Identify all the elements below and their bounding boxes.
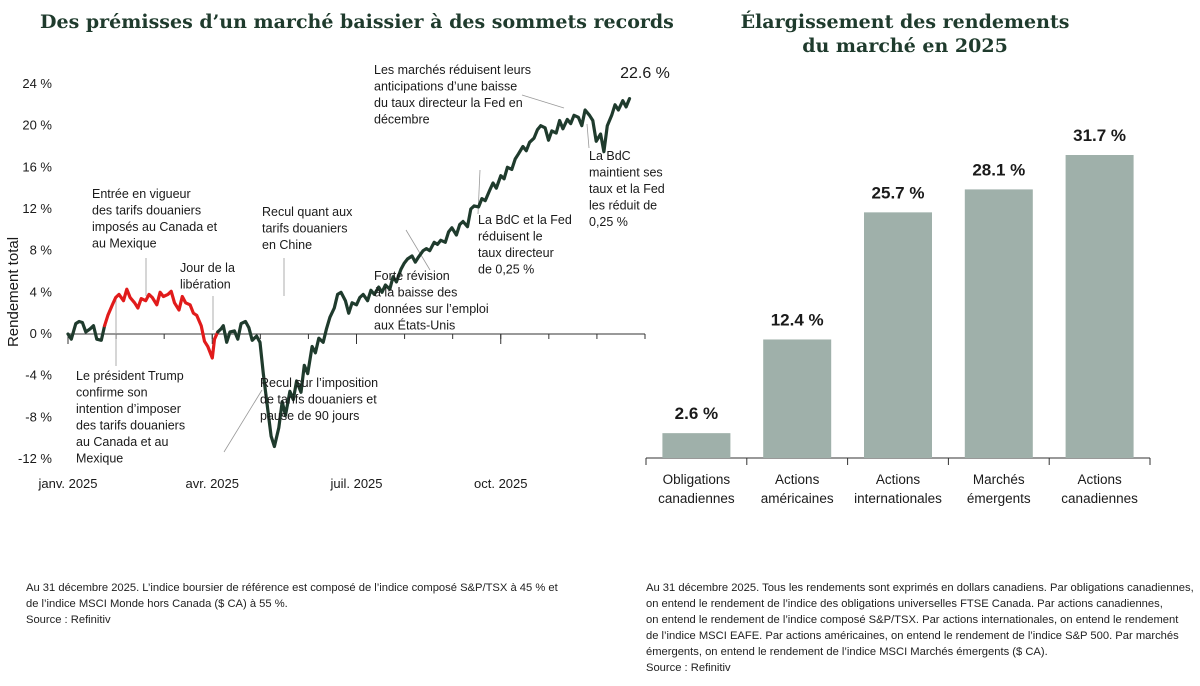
bar (1066, 155, 1134, 458)
y-tick-label: 8 % (29, 242, 52, 258)
line-annotation: La BdC maintient ses taux et la Fed les réduit de 0,25 % (589, 149, 665, 229)
y-tick-label: -8 % (25, 409, 52, 425)
series-line-tariff-segment (105, 289, 218, 358)
footnote-line: Source : Refinitiv (26, 614, 111, 626)
line-annotation: Entrée en vigueur des tarifs douaniers imposés au Canada et au Mexique (92, 187, 218, 251)
y-tick-label: 0 % (29, 326, 52, 341)
annotation-leader (587, 124, 589, 148)
line-chart-title: Des prémisses d’un marché baissier à des sommets records (40, 11, 674, 33)
bar-value-label: 2.6 % (674, 404, 719, 424)
footnote-line: Au 31 décembre 2025. Tous les rendements sont exprimés en dollars canadiens. Par obligations canadiennes, (646, 582, 1194, 594)
y-tick-label: 12 % (22, 201, 52, 216)
bar-chart-title-line-1: Élargissement des rendements (740, 11, 1070, 33)
x-tick-label: juil. 2025 (330, 476, 383, 491)
footnote-line: de l’indice MSCI EAFE. Par actions américaines, on entend le rendement de l’indice S&P 500. Par marchés (646, 630, 1179, 642)
bar-category-label: Marchés émergents (966, 472, 1031, 506)
footnote-line: on entend le rendement de l’indice des obligations universelles FTSE Canada. Par actions canadiennes, (646, 598, 1163, 610)
series-line-segment (68, 322, 105, 341)
x-tick-label: oct. 2025 (474, 476, 528, 491)
line-annotation: Jour de la libération (180, 261, 235, 292)
bar-value-label: 28.1 % (972, 160, 1026, 180)
bar-value-label: 12.4 % (770, 310, 824, 330)
footnote-line: on entend le rendement de l’indice composé S&P/TSX. Par actions internationales, on entend le rendement (646, 614, 1179, 626)
line-annotation: Les marchés réduisent leurs anticipations d’une baisse du taux directeur la Fed en décembre (374, 63, 532, 127)
bar-category-label: Actions américaines (760, 472, 834, 506)
line-chart-footnote (26, 580, 616, 628)
bar-value-label: 25.7 % (871, 183, 925, 203)
x-tick-label: janv. 2025 (38, 476, 98, 491)
bar-category-label: Obligations canadiennes (658, 472, 735, 506)
annotation-leader (522, 95, 564, 108)
bar-category-label: Actions internationales (854, 472, 942, 506)
footnote-line: Au 31 décembre 2025. L’indice boursier de référence est composé de l’indice composé S&P/TSX à 45 % et (26, 582, 558, 594)
line-annotation: Forte révision à la baisse des données sur l’emploi aux États-Unis (374, 269, 489, 333)
bar-chart-title-line-2: du marché en 2025 (802, 35, 1008, 57)
y-tick-label: -12 % (18, 451, 52, 466)
bar (662, 433, 730, 458)
final-value-label: 22.6 % (620, 65, 670, 82)
bar (864, 212, 932, 458)
y-tick-label: 20 % (22, 117, 52, 133)
bar (763, 339, 831, 458)
footnote-line: de l’indice MSCI Monde hors Canada ($ CA) à 55 %. (26, 598, 288, 610)
y-tick-label: -4 % (25, 367, 52, 383)
line-annotation: Le président Trump confirme son intention d’imposer des tarifs douaniers au Canada et au Mexique (76, 369, 186, 466)
bar (965, 189, 1033, 458)
footnote-line: Source : Refinitiv (646, 662, 731, 674)
line-annotation: Recul sur l’imposition de tarifs douaniers et pause de 90 jours (260, 376, 379, 423)
line-annotation: La BdC et la Fed réduisent le taux directeur de 0,25 % (478, 213, 572, 277)
annotation-leader (224, 390, 262, 452)
bar-category-label: Actions canadiennes (1061, 472, 1138, 506)
x-tick-label: avr. 2025 (185, 476, 239, 491)
y-axis-label: Rendement total (5, 236, 22, 348)
y-tick-label: 16 % (22, 159, 52, 175)
line-annotation: Recul quant aux tarifs douaniers en Chine (262, 205, 353, 252)
footnote-line: émergents, on entend le rendement de l’indice MSCI Marchés émergents ($ CA). (646, 646, 1048, 658)
bar-chart-footnote (646, 580, 1196, 676)
y-tick-label: 24 % (22, 76, 52, 91)
y-tick-label: 4 % (29, 284, 52, 300)
bar-value-label: 31.7 % (1073, 126, 1127, 145)
